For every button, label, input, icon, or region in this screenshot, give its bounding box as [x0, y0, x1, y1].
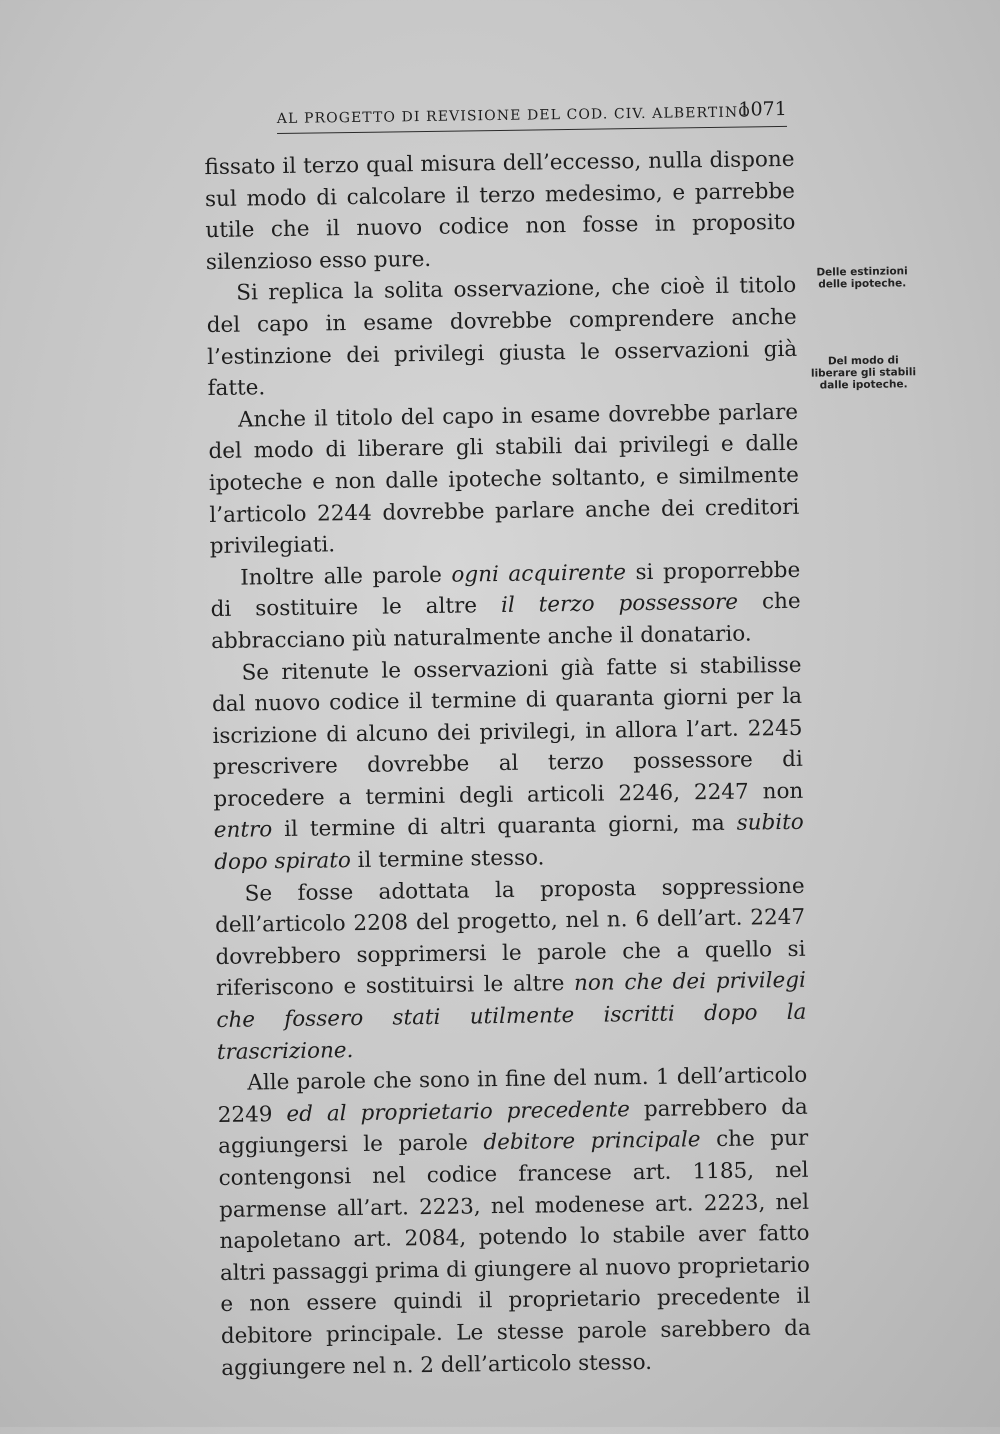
italic-phrase: entro [213, 817, 273, 844]
text-run: si proporrebbe di sostituire le altre [210, 557, 801, 623]
text-run: il termine di altri quaranta giorni, ma [272, 811, 737, 843]
margin-note-liberare: Del modo di liberare gli stabili dalle ipoteche. [810, 354, 917, 392]
text-run: Alle parole che sono in fine del num. 1 dell’articolo 2249 [217, 1062, 808, 1128]
paragraph [204, 144, 796, 279]
text-run: il termine stesso. [350, 845, 545, 874]
paragraph [206, 270, 798, 405]
running-header [276, 97, 787, 134]
italic-phrase: debitore principale [483, 1127, 701, 1156]
paragraph [208, 397, 800, 563]
italic-phrase: ed al proprietario precedente [286, 1097, 631, 1127]
paragraph [214, 870, 807, 1068]
text-run: parrebbero da aggiungersi le parole [218, 1094, 808, 1160]
page-number: 1071 [738, 97, 787, 121]
italic-phrase: ogni acquirente [451, 559, 627, 588]
italic-phrase: non che dei privilegi che fossero stati utilmente iscritti dopo la trascrizione. [216, 968, 807, 1065]
running-title: AL PROGETTO DI REVISIONE DEL COD. CIV. ALBERTINO [276, 104, 752, 128]
paragraph [217, 1060, 811, 1384]
paragraph [211, 649, 804, 878]
text-run: Se fosse adottata la proposta soppressione dell’articolo 2208 del progetto, nel n. 6 dell’art. 2247 dovrebbero sopprimersi le parole che a quello si riferiscono e sostituirsi le altre [214, 873, 806, 1002]
text-run: Se ritenute le osservazioni già fatte si stabilisse dal nuovo codice il termine di quaranta giorni per la iscrizione di alcuno dei privilegi, in allora l’art. 2245 prescrivere dovrebbe al terzo possessore di procedere a termini degli articoli 2246, 2247 non [211, 652, 804, 812]
body-text [204, 144, 811, 1384]
text-run: che abbracciano più naturalmente anche il donatario. [210, 589, 801, 654]
italic-phrase: subito dopo spirato [214, 810, 804, 876]
text-run: Inoltre alle parole [240, 562, 452, 591]
text-run: che pur contengonsi nel codice francese art. 1185, nel parmense all’art. 2223, nel modenese art. 2223, nel napoletano art. 2084, potendo lo stabile aver fatto altri passaggi prima di giungere al nuovo proprietario e non essere quindi il proprietario precedente il debitore principale. Le stesse parole sarebbero da aggiungere nel n. 2 dell’articolo stesso. [218, 1126, 811, 1381]
text-run: Si replica la solita osservazione, che cioè il titolo del capo in esame dovrebbe comprendere anche l’estinzione dei privilegi giusta le osservazioni già fatte. [206, 273, 798, 402]
margin-note-estinzioni: Delle estinzioni delle ipoteche. [816, 265, 908, 291]
text-run: Anche il titolo del capo in esame dovrebbe parlare del modo di liberare gli stabili dai privilegi e dalle ipoteche e non dalle ipoteche soltanto, e similmente l’articolo 2244 dovrebbe parlare anche dei creditori privilegiati. [208, 399, 800, 560]
paragraph [210, 555, 801, 658]
text-run: fissato il terzo qual misura dell’eccesso, nulla dispone sul modo di calcolare il terzo medesimo, e parrebbe utile che il nuovo codice non fosse in proposito silenzioso esso pure. [204, 146, 796, 275]
italic-phrase: il terzo possessore [500, 589, 739, 619]
